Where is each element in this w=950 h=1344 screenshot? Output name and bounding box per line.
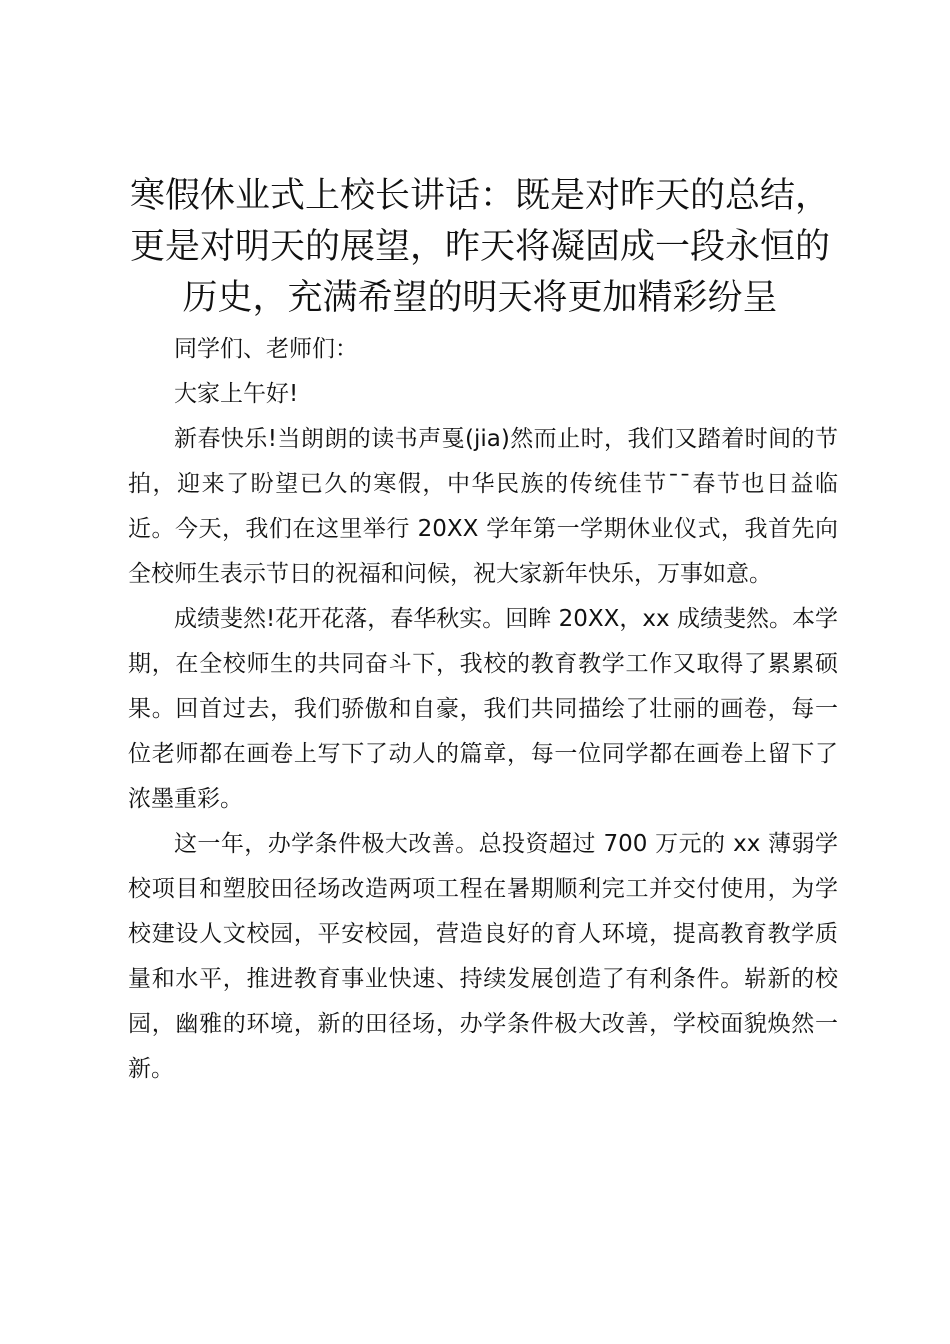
title-line: 历史，充满希望的明天将更加精彩纷呈 xyxy=(182,278,778,318)
title-line: 更是对明天的展望，昨天将凝固成一段永恒的 xyxy=(129,227,830,267)
salutation: 同学们、老师们： xyxy=(174,336,358,362)
greeting: 大家上午好! xyxy=(174,381,299,407)
body-paragraph: 这一年，办学条件极大改善。总投资超过 700 万元的 xx 薄弱学校项目和塑胶田径场改造两项工程在暑期顺利完工并交付使用，为学校建设人文校园，平安校园，营造良好的育人环境，提高教育教学质量和水平，推进教育事业快速、持续发展创造了有利条件。崭新的校园，幽雅的环境，新的田径场，办学条件极大改善，学校面貌焕然一新。 xyxy=(128,831,838,1082)
body-paragraph: 成绩斐然!花开花落，春华秋实。回眸 20XX，xx 成绩斐然。本学期，在全校师生的共同奋斗下，我校的教育教学工作又取得了累累硕果。回首过去，我们骄傲和自豪，我们共同描绘了壮丽的画卷，每一位老师都在画卷上写下了动人的篇章，每一位同学都在画卷上留下了浓墨重彩。 xyxy=(128,606,838,812)
body-paragraph: 新春快乐!当朗朗的读书声戛(jia)然而止时，我们又踏着时间的节拍，迎来了盼望已久的寒假，中华民族的传统佳节¯¯春节也日益临近。今天，我们在这里举行 20XX 学年第一学期休业仪式，我首先向全校师生表示节日的祝福和问候，祝大家新年快乐，万事如意。 xyxy=(128,426,838,587)
document-body xyxy=(128,327,838,1092)
title-line: 寒假休业式上校长讲话：既是对昨天的总结， xyxy=(129,176,830,216)
document-title xyxy=(125,171,835,324)
